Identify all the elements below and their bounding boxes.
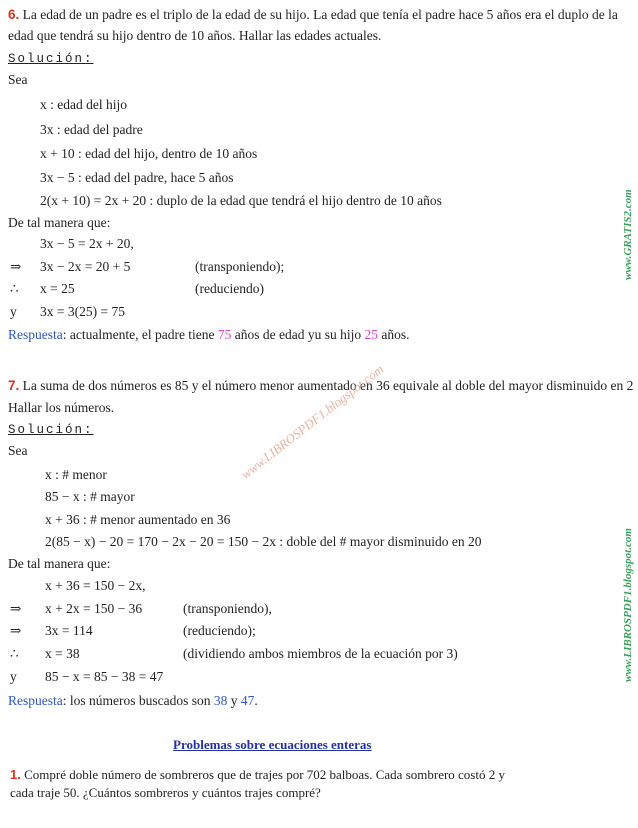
- problem6-def-4: 2(x + 10) = 2x + 20 : duplo de la edad que tendrá el hijo dentro de 10 años: [40, 193, 442, 208]
- problem1-statement-line1: [10, 766, 505, 783]
- problem7-def-0: x : # menor: [45, 467, 107, 482]
- problem7-def-3: 2(85 − x) − 20 = 170 − 2x − 20 = 150 − 2x : doble del # mayor disminuido en 20: [45, 534, 482, 549]
- problem6-step-3-eq: 3x = 3(25) = 75: [40, 304, 125, 319]
- problem7-def-1: 85 − x : # mayor: [45, 489, 135, 504]
- problem7-step-3-note: (dividiendo ambos miembros de la ecuación por 3): [183, 646, 458, 661]
- problem7-step-4-sym: y: [10, 669, 17, 684]
- problem6-step-1-sym: ⇒: [10, 259, 22, 274]
- problem7-def-2: x + 36 : # menor aumentado en 36: [45, 512, 231, 527]
- problem6-step-3-sym: y: [10, 304, 17, 319]
- watermark-diagonal: www.LIBROSPDF1.blogspot.com: [238, 361, 387, 482]
- problem6-def-3: 3x − 5 : edad del padre, hace 5 años: [40, 170, 234, 185]
- problem6-text-line1: La edad de un padre es el triplo de la edad de su hijo. La edad que tenía el padre hace 5 años era el duplo de la: [22, 7, 618, 22]
- problem6-def-0: x : edad del hijo: [40, 97, 127, 112]
- problem7-sea: Sea: [8, 443, 28, 458]
- problem1-text-line1: Compré doble número de sombreros que de trajes por 702 balboas. Cada sombrero costó 2 y: [20, 767, 505, 782]
- problem7-answer-label: Respuesta: [8, 693, 63, 708]
- problem7-step-3-sym: ∴: [10, 646, 19, 661]
- problem7-statement-line2: Hallar los números.: [8, 400, 115, 415]
- problem7-answer-text-a: : los números buscados son: [62, 693, 214, 708]
- problem7-answer-value-1: 38: [213, 693, 228, 708]
- problem7-step-0-eq: x + 36 = 150 − 2x,: [45, 578, 146, 593]
- problem6-answer-text-a: : actualmente, el padre tiene: [62, 327, 218, 342]
- problem7-answer-text-b: y: [227, 693, 241, 708]
- problem7-text-line1: La suma de dos números es 85 y el número menor aumentado en 36 equivale al doble del mayor disminuido en 2: [22, 378, 634, 393]
- problem6-number: 6.: [8, 7, 20, 22]
- problem6-answer-value-father: 75: [217, 327, 232, 342]
- section-title: Problemas sobre ecuaciones enteras: [173, 737, 372, 752]
- problem7-step-1-note: (transponiendo),: [183, 601, 272, 616]
- problem6-answer: [8, 326, 410, 344]
- watermark-side-top: www.GRATIS2.com: [622, 189, 634, 280]
- problem6-step-2-eq: x = 25: [40, 281, 75, 296]
- problem7-step-3-eq: x = 38: [45, 646, 80, 661]
- problem6-def-2: x + 10 : edad del hijo, dentro de 10 años: [40, 146, 258, 161]
- problem6-answer-text-b: años de edad yu su hijo: [231, 327, 365, 342]
- problem6-step-2-sym: ∴: [10, 281, 19, 296]
- problem6-solution-label: Solución:: [8, 52, 94, 66]
- problem6-de-tal: De tal manera que:: [8, 215, 111, 230]
- problem6-answer-text-c: años.: [378, 327, 410, 342]
- problem7-step-4-eq: 85 − x = 85 − 38 = 47: [45, 669, 164, 684]
- problem6-statement-line1: [8, 6, 618, 24]
- problem1-number: 1.: [10, 767, 21, 782]
- problem6-step-1-note: (transponiendo);: [195, 259, 285, 274]
- problem6-statement-line2: edad que tendrá su hijo dentro de 10 años. Hallar las edades actuales.: [8, 28, 382, 43]
- problem7-answer-value-2: 47: [240, 693, 255, 708]
- problem6-answer-label: Respuesta: [8, 327, 63, 342]
- problem7-step-1-eq: x + 2x = 150 − 36: [45, 601, 143, 616]
- problem1-statement-line2: cada traje 50. ¿Cuántos sombreros y cuántos trajes compré?: [10, 785, 321, 800]
- problem6-def-1: 3x : edad del padre: [40, 122, 143, 137]
- problem7-step-2-note: (reduciendo);: [183, 623, 256, 638]
- problem6-answer-value-son: 25: [364, 327, 379, 342]
- problem6-step-2-note: (reduciendo): [195, 281, 264, 296]
- problem7-solution-label: Solución:: [8, 423, 94, 437]
- problem6-step-1-eq: 3x − 2x = 20 + 5: [40, 259, 131, 274]
- problem7-step-2-sym: ⇒: [10, 623, 22, 638]
- problem7-statement-line1: [8, 377, 633, 395]
- watermark-side-bottom: www.LIBROSPDF1.blogspot.com: [622, 528, 634, 682]
- problem7-answer: [8, 692, 258, 710]
- problem7-number: 7.: [8, 378, 20, 393]
- problem7-step-2-eq: 3x = 114: [45, 623, 93, 638]
- problem7-de-tal: De tal manera que:: [8, 556, 111, 571]
- problem7-step-1-sym: ⇒: [10, 601, 22, 616]
- problem6-sea: Sea: [8, 72, 28, 87]
- problem6-step-0-eq: 3x − 5 = 2x + 20,: [40, 236, 134, 251]
- problem7-answer-text-c: .: [254, 693, 258, 708]
